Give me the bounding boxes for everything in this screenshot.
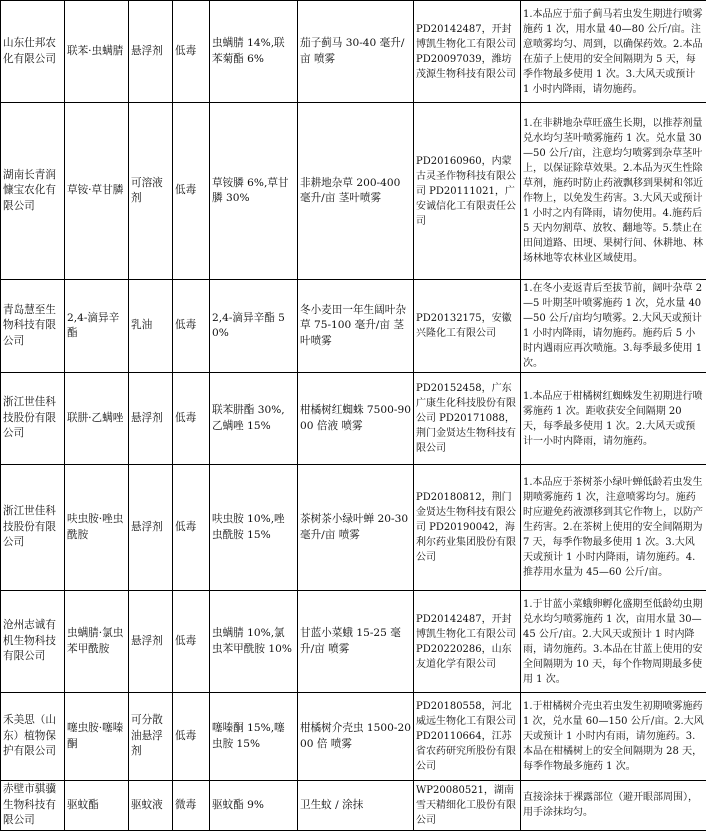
notes-cell: 1.在冬小麦返青后至拔节前，阔叶杂草 2—5 叶期茎叶喷雾施药 1 次，兑水量 40—50 公斤/亩均匀喷雾。2.大风天或预计 1 小时内降雨，请勿施药。施药后 5 小时内遇雨应再次喷施。3.每季最多使用 1 次。 bbox=[521, 280, 706, 373]
toxicity-cell: 微毒 bbox=[173, 781, 210, 831]
ingredients-cell: 驱蚊酯 9% bbox=[210, 781, 298, 831]
ingredients-cell: 虫螨腈 10%,氯虫苯甲酰胺 10% bbox=[210, 591, 298, 693]
ingredients-cell: 虫螨腈 14%,联苯菊酯 6% bbox=[210, 1, 298, 103]
table-row bbox=[1, 693, 706, 781]
formulation-cell: 乳油 bbox=[129, 280, 173, 373]
table-row bbox=[1, 591, 706, 693]
formulation-cell: 驱蚊液 bbox=[129, 781, 173, 831]
company-cell: 湖南长青润慷宝农化有限公司 bbox=[1, 103, 65, 280]
usage-cell: 柑橘树红蜘蛛 7500-9000 倍液 喷雾 bbox=[298, 373, 414, 465]
product-cell: 联苯·虫螨腈 bbox=[65, 1, 129, 103]
registration-cell: PD20142487，开封博凯生物化工有限公司 PD20097039，潍坊茂源生物科技有限公司 bbox=[414, 1, 521, 103]
notes-cell: 直接涂抹于裸露部位（避开眼部周围），用手涂抹均匀。 bbox=[521, 781, 706, 831]
ingredients-cell: 呋虫胺 10%,唑虫酰胺 15% bbox=[210, 465, 298, 591]
table-row bbox=[1, 280, 706, 373]
usage-cell: 非耕地杂草 200-400 毫升/亩 茎叶喷雾 bbox=[298, 103, 414, 280]
toxicity-cell: 低毒 bbox=[173, 280, 210, 373]
formulation-cell: 可溶液剂 bbox=[129, 103, 173, 280]
company-cell: 山东仕邦农化有限公司 bbox=[1, 1, 65, 103]
notes-cell: 1.本品应于茄子蓟马若虫发生期进行喷雾施药 1 次，用水量 40—80 公斤/亩。注意喷雾均匀、周到，以确保药效。2.本品在茄子上使用的安全间隔期为 5 天，每季作物最多使用 1 次。3.大风天或预计 1 小时内降雨，请勿施药。 bbox=[521, 1, 706, 103]
product-cell: 驱蚊酯 bbox=[65, 781, 129, 831]
usage-cell: 卫生蚊 / 涂抹 bbox=[298, 781, 414, 831]
usage-cell: 冬小麦田一年生阔叶杂草 75-100 毫升/亩 茎叶喷雾 bbox=[298, 280, 414, 373]
ingredients-cell: 联苯肼酯 30%,乙螨唑 15% bbox=[210, 373, 298, 465]
registration-cell: PD20180558，河北威远生物化工有限公司 PD20110664，江苏省农药研究所股份有限公司 bbox=[414, 693, 521, 781]
notes-cell: 1.于甘蓝小菜蛾卵孵化盛期至低龄幼虫期兑水均匀喷雾施药 1 次，亩用水量 30—45 公斤/亩。2.大风天或预计 1 时内降雨，请勿施药。3.本品在甘蓝上使用的安全间隔期为 10 天，每个作物周期最多使用 1 次。 bbox=[521, 591, 706, 693]
table-row bbox=[1, 373, 706, 465]
table-row bbox=[1, 465, 706, 591]
formulation-cell: 悬浮剂 bbox=[129, 1, 173, 103]
product-cell: 噻虫胺·噻嗪酮 bbox=[65, 693, 129, 781]
product-cell: 虫螨腈·氯虫苯甲酰胺 bbox=[65, 591, 129, 693]
product-cell: 联肼·乙螨唑 bbox=[65, 373, 129, 465]
registration-cell: PD20142487，开封博凯生物化工有限公司 PD20220286，山东友道化学有限公司 bbox=[414, 591, 521, 693]
formulation-cell: 悬浮剂 bbox=[129, 591, 173, 693]
company-cell: 沧州志诚有机生物科技有限公司 bbox=[1, 591, 65, 693]
company-cell: 青岛慧至生物科技有限公司 bbox=[1, 280, 65, 373]
product-cell: 草铵·草甘膦 bbox=[65, 103, 129, 280]
registration-cell: PD20160960，内蒙古灵圣作物科技有限公司 PD20111021，广安诚信化工有限责任公司 bbox=[414, 103, 521, 280]
table-row bbox=[1, 1, 706, 103]
table-row bbox=[1, 103, 706, 280]
usage-cell: 茄子蓟马 30-40 毫升/亩 喷雾 bbox=[298, 1, 414, 103]
product-cell: 呋虫胺·唑虫酰胺 bbox=[65, 465, 129, 591]
formulation-cell: 悬浮剂 bbox=[129, 373, 173, 465]
toxicity-cell: 低毒 bbox=[173, 1, 210, 103]
registration-cell: PD20180812，荆门金贤达生物科技有限公司 PD20190042，海利尔药业集团股份有限公司 bbox=[414, 465, 521, 591]
usage-cell: 茶树茶小绿叶蝉 20-30 毫升/亩 喷雾 bbox=[298, 465, 414, 591]
ingredients-cell: 2,4-滴异辛酯 50% bbox=[210, 280, 298, 373]
table-row bbox=[1, 781, 706, 831]
company-cell: 赤壁市骐骥生物科技有限公司 bbox=[1, 781, 65, 831]
formulation-cell: 可分散油悬浮剂 bbox=[129, 693, 173, 781]
product-cell: 2,4-滴异辛酯 bbox=[65, 280, 129, 373]
toxicity-cell: 低毒 bbox=[173, 591, 210, 693]
toxicity-cell: 低毒 bbox=[173, 465, 210, 591]
registration-cell: PD20132175，安徽兴隆化工有限公司 bbox=[414, 280, 521, 373]
registration-cell: PD20152458，广东广康生化科技股份有限公司 PD20171088，荆门金贤达生物科技有限公司 bbox=[414, 373, 521, 465]
notes-cell: 1.于柑橘树介壳虫若虫发生初期喷雾施药 1 次，兑水量 60—150 公斤/亩。2.大风天或预计 1 小时内有雨，请勿施药。3.本品在柑橘树上的安全间隔期为 28 天，每季作物最多施药 1 次。 bbox=[521, 693, 706, 781]
ingredients-cell: 噻嗪酮 15%,噻虫胺 15% bbox=[210, 693, 298, 781]
formulation-cell: 悬浮剂 bbox=[129, 465, 173, 591]
company-cell: 浙江世佳科技股份有限公司 bbox=[1, 373, 65, 465]
notes-cell: 1.本品应于茶树茶小绿叶蝉低龄若虫发生期喷雾施药 1 次，注意喷雾均匀。施药时应避免药液漂移到其它作物上，以防产生药害。2.在茶树上使用的安全间隔期为 7 天，每季作物最多使用 1 次。3.大风天或预计 1 小时内降雨，请勿施药。4.推荐用水量为 45—60 公斤/亩。 bbox=[521, 465, 706, 591]
ingredients-cell: 草铵膦 6%,草甘膦 30% bbox=[210, 103, 298, 280]
notes-cell: 1.在非耕地杂草旺盛生长期，以推荐剂量兑水均匀茎叶喷雾施药 1 次。兑水量 30—50 公斤/亩，注意均匀喷雾到杂草茎叶上，以保证除草效果。2.本品为灭生性除草剂，施药时防止药液飘移到果树和邻近作物上，以免发生药害。3.大风天或预计 1 小时之内有降雨，请勿使用。4.施药后 5 天内勿割草、放牧、翻地等。5.禁止在田间道路、田埂、果树行间、休耕地、林场林地等农林业区域使用。 bbox=[521, 103, 706, 280]
company-cell: 禾美思（山东）植物保护有限公司 bbox=[1, 693, 65, 781]
toxicity-cell: 低毒 bbox=[173, 373, 210, 465]
usage-cell: 甘蓝小菜蛾 15-25 毫升/亩 喷雾 bbox=[298, 591, 414, 693]
toxicity-cell: 低毒 bbox=[173, 693, 210, 781]
notes-cell: 1.本品应于柑橘树红蜘蛛发生初期进行喷雾施药 1 次。距收获安全间隔期 20 天，每季最多使用 1 次。2.大风天或预计一小时内降雨，请勿施药。 bbox=[521, 373, 706, 465]
registration-cell: WP20080521，湖南雪天精细化工股份有限公司 bbox=[414, 781, 521, 831]
usage-cell: 柑橘树介壳虫 1500-2000 倍 喷雾 bbox=[298, 693, 414, 781]
toxicity-cell: 低毒 bbox=[173, 103, 210, 280]
company-cell: 浙江世佳科技股份有限公司 bbox=[1, 465, 65, 591]
